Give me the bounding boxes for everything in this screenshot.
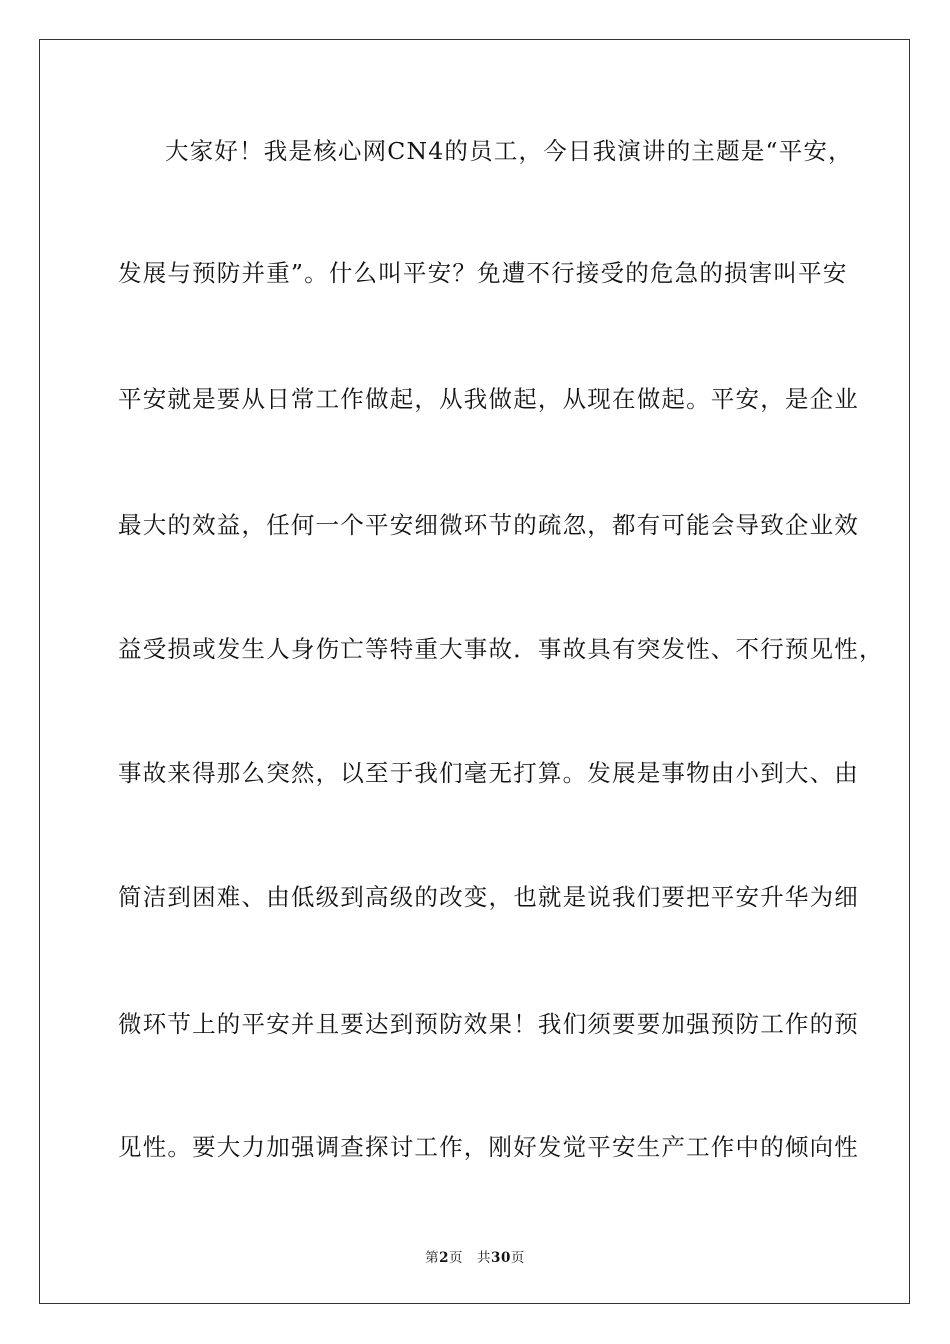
body-text-line-1: 大家好！我是核心网CN4的员工，今日我演讲的主题是“平安， — [165, 137, 853, 165]
body-text-line-4: 最大的效益，任何一个平安细微环节的疏忽，都有可能会导致企业效 — [118, 511, 859, 539]
page-label-prefix: 第 — [425, 1250, 440, 1266]
total-pages: 30 — [491, 1250, 511, 1266]
total-label-prefix: 共 — [477, 1250, 492, 1266]
body-text-line-7: 简洁到困难、由低级到高级的改变，也就是说我们要把平安升华为细 — [118, 883, 859, 911]
body-text-line-8: 微环节上的平安并且要达到预防效果！我们须要要加强预防工作的预 — [118, 1010, 859, 1038]
page-footer — [0, 1246, 950, 1266]
body-text-line-9: 见性。要大力加强调查探讨工作，刚好发觉平安生产工作中的倾向性 — [118, 1133, 859, 1161]
page-border — [39, 39, 910, 1304]
page-number: 2 — [439, 1250, 450, 1266]
body-text-line-2: 发展与预防并重”。什么叫平安？免遭不行接受的危急的损害叫平安 — [118, 259, 848, 287]
body-text-line-6: 事故来得那么突然，以至于我们毫无打算。发展是事物由小到大、由 — [118, 759, 859, 787]
body-text-line-5: 益受损或发生人身伤亡等特重大事故．事故具有突发性、不行预见性， — [118, 635, 884, 663]
body-text-line-3: 平安就是要从日常工作做起，从我做起，从现在做起。平安，是企业 — [118, 385, 859, 413]
page-label-suffix: 页 — [449, 1250, 464, 1266]
total-label-suffix: 页 — [510, 1250, 525, 1266]
